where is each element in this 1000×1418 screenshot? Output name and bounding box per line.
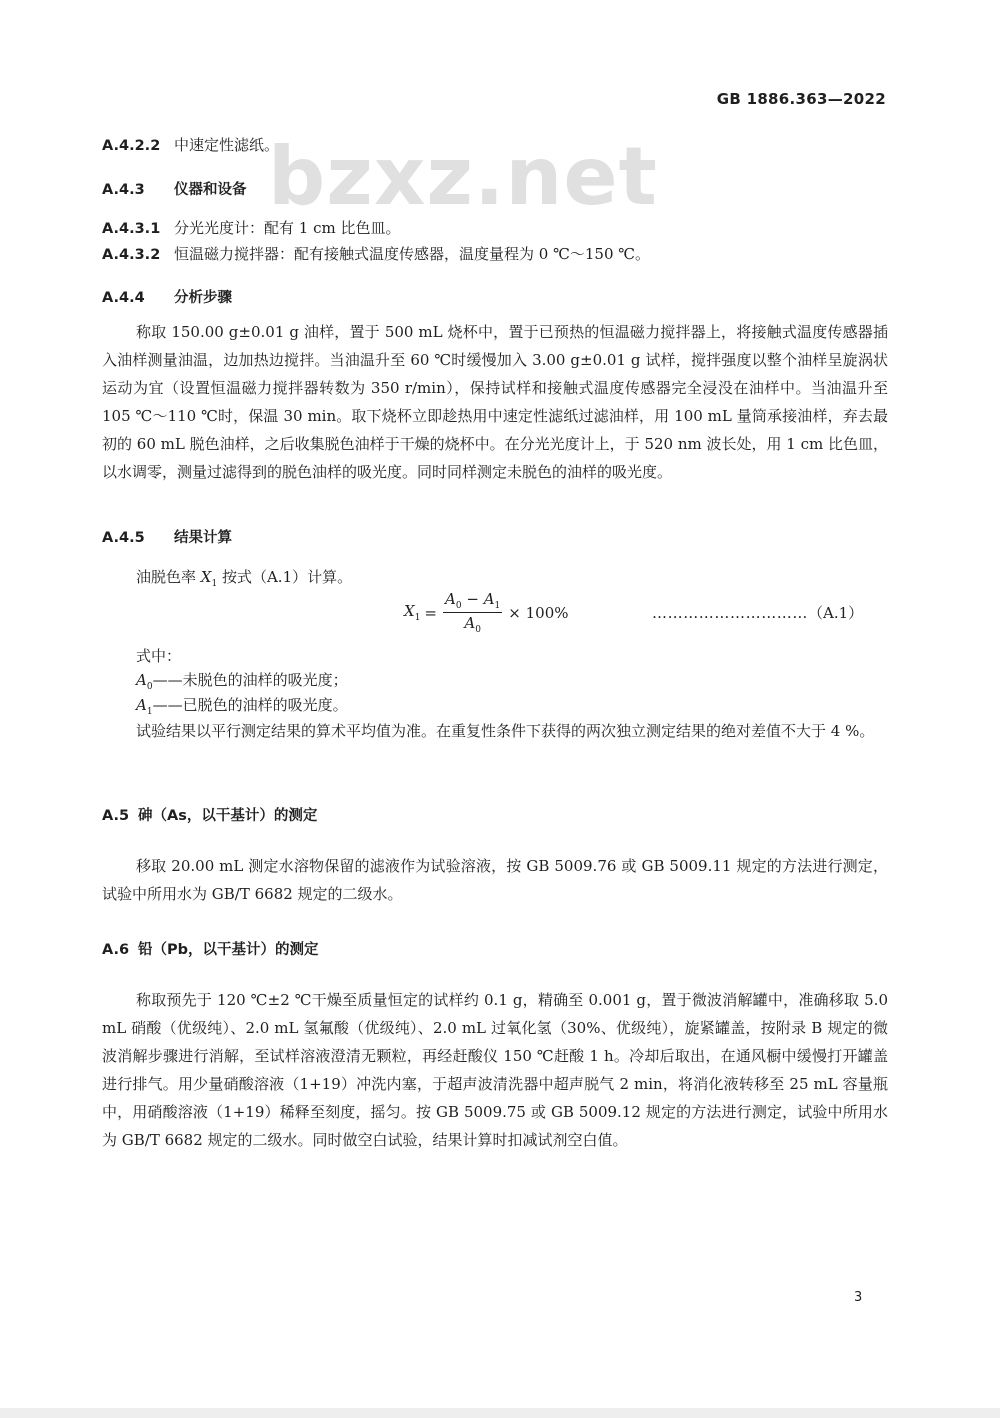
heading-number: A.4.4 (102, 290, 145, 306)
heading-number: A.5 (102, 808, 130, 824)
equals-sign: = (424, 603, 437, 622)
result-intro (136, 566, 352, 589)
arsenic-paragraph: 移取 20.00 mL 测定水溶物保留的滤液作为试验溶液，按 GB 5009.76 或 GB 5009.11 规定的方法进行测定，试验中所用水为 GB/T 6682 规定的二级水。 (102, 857, 888, 903)
def-sub: 1 (146, 707, 153, 717)
times-100-percent: × 100% (508, 603, 569, 622)
fraction-denominator (464, 613, 481, 635)
lhs-sub: 1 (414, 613, 421, 623)
definition-a1 (136, 694, 348, 717)
num-a: A (445, 590, 456, 608)
formula-a1 (404, 590, 569, 635)
intro-text-end: 按式（A.1）计算。 (217, 568, 353, 586)
heading-number: A.4.3 (102, 182, 145, 198)
heading-title: 铅（Pb，以干基计）的测定 (138, 942, 319, 958)
analysis-steps-paragraph: 称取 150.00 g±0.01 g 油样，置于 500 mL 烧杯中，置于已预热的恒温磁力搅拌器上，将接触式温度传感器插入油样测量油温，边加热边搅拌。当油温升至 60 ℃时缓慢加入 3.00 g±0.01 g 试样，搅拌强度以整个油样呈旋涡状运动为宜（设置恒温磁力搅拌器转数为 350 r/min），保持试样和接触式温度传感器完全浸没在油样中。当油温升至 105 ℃～110 ℃时，保温 30 min。取下烧杯立即趁热用中速定性滤纸过滤油样，用 100 mL 量筒承接油样，弃去最初的 60 mL 脱色油样，之后收集脱色油样于干燥的烧杯中。在分光光度计上，于 520 nm 波长处，用 1 cm 比色皿，以水调零，测量过滤得到的脱色油样的吸光度。同时同样测定未脱色的油样的吸光度。 (102, 323, 888, 481)
heading-a6 (102, 938, 319, 959)
heading-title: 结果计算 (174, 530, 232, 546)
fraction-numerator (443, 590, 502, 613)
formula-lhs (404, 602, 420, 623)
clause-text: 中速定性滤纸。 (174, 136, 280, 154)
heading-title: 砷（As，以干基计）的测定 (138, 808, 318, 824)
def-text: ——已脱色的油样的吸光度。 (152, 696, 348, 714)
heading-title: 仪器和设备 (174, 182, 247, 198)
heading-a4-4 (102, 286, 232, 307)
heading-number: A.6 (102, 942, 130, 958)
equation-label: （A.1） (808, 604, 864, 622)
var-x-subscript: 1 (211, 579, 218, 589)
page-number: 3 (854, 1290, 863, 1305)
clause-number: A.4.2.2 (102, 138, 161, 154)
clause-text: 恒温磁力搅拌器：配有接触式温度传感器，温度量程为 0 ℃～150 ℃。 (174, 245, 651, 263)
lhs-var: X (404, 602, 415, 620)
result-note-paragraph: 试验结果以平行测定结果的算术平均值为准。在重复性条件下获得的两次独立测定结果的绝对差值不大于 4 %。 (136, 722, 875, 740)
def-text: ——未脱色的油样的吸光度； (152, 671, 348, 689)
bottom-band (0, 1408, 1000, 1418)
heading-a4-5 (102, 526, 232, 547)
lead-paragraph: 称取预先于 120 ℃±2 ℃干燥至质量恒定的试样约 0.1 g，精确至 0.001 g，置于微波消解罐中，准确移取 5.0 mL 硝酸（优级纯）、2.0 mL 氢氟酸（优级纯）、2.0 mL 过氧化氢（30%、优级纯），旋紧罐盖，按附录 B 规定的微波消解步骤进行消解，至试样溶液澄清无颗粒，再经赶酸仪 150 ℃赶酸 1 h。冷却后取出，在通风橱中缓慢打开罐盖进行排气。用少量硝酸溶液（1+19）冲洗内塞，于超声波清洗器中超声脱气 2 min，将消化液转移至 25 mL 容量瓶中，用硝酸溶液（1+19）稀释至刻度，摇匀。按 GB 5009.75 或 GB 5009.12 规定的方法进行测定，试验中所用水为 GB/T 6682 规定的二级水。同时做空白试验，结果计算时扣减试剂空白值。 (102, 991, 888, 1149)
clause-a4-3-1 (102, 217, 400, 238)
clause-number: A.4.3.1 (102, 221, 161, 237)
den-a: A (464, 614, 476, 632)
num-b-sub: 1 (494, 601, 501, 611)
minus-sign: − (461, 590, 484, 608)
num-a-sub: 0 (455, 601, 462, 611)
leader-dots: ………………………… (652, 604, 808, 622)
var-x: X (200, 568, 212, 586)
clause-number: A.4.3.2 (102, 247, 161, 263)
def-var: A (136, 696, 147, 714)
heading-a4-3 (102, 178, 247, 199)
equation-number (652, 602, 863, 623)
heading-title: 分析步骤 (174, 290, 232, 306)
clause-a4-3-2 (102, 243, 650, 264)
definition-a0 (136, 669, 348, 692)
den-sub: 0 (475, 625, 481, 635)
def-sub: 0 (146, 682, 153, 692)
heading-number: A.4.5 (102, 530, 145, 546)
intro-text: 油脱色率 (136, 568, 201, 586)
where-label: 式中： (136, 647, 182, 665)
clause-a4-2-2 (102, 134, 279, 155)
standard-number: GB 1886.363—2022 (716, 90, 886, 108)
heading-a5 (102, 804, 317, 825)
watermark: bzxz.net (268, 130, 658, 223)
def-var: A (136, 671, 147, 689)
num-b: A (483, 590, 495, 608)
fraction (443, 590, 502, 635)
clause-text: 分光光度计：配有 1 cm 比色皿。 (174, 219, 401, 237)
